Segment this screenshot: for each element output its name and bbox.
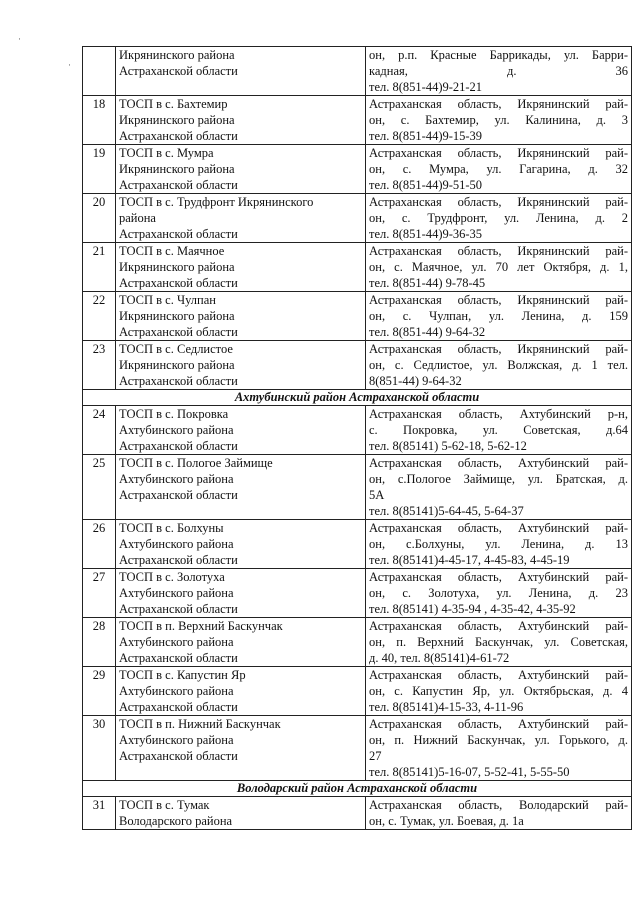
address-line: он, с. Маячное, ул. 70 лет Октября, д. 1, [369,260,628,274]
table-row [83,243,632,292]
row-number: 18 [83,96,116,145]
office-name-line: Ахтубинского района [119,733,234,747]
address-line: 5А [369,488,385,502]
office-name-line: ТОСП в с. Маячное [119,244,225,258]
office-name-line: Икрянинского района [119,260,235,274]
section-header-row [83,781,632,797]
office-name-line: Икрянинского района [119,162,235,176]
office-name-cell [116,243,366,292]
address-line: тел. 8(85141) 4-35-94 , 4-35-42, 4-35-92 [369,602,576,616]
table-row [83,96,632,145]
office-name-cell [116,667,366,716]
address-line: тел. 8(85141) 5-62-18, 5-62-12 [369,439,527,453]
address-cell [366,194,632,243]
office-name-cell [116,618,366,667]
address-line: он, с. Бахтемир, ул. Калинина, д. 3 [369,113,628,127]
address-line: Астраханская область, Икрянинский рай- [369,97,628,111]
office-name-line: Астраханской области [119,553,238,567]
office-name-line: ТОСП в с. Покровка [119,407,229,421]
office-name-line: ТОСП в с. Бахтемир [119,97,228,111]
address-line: Астраханская область, Ахтубинский рай- [369,668,628,682]
row-number: 24 [83,406,116,455]
address-line: Астраханская область, Ахтубинский рай- [369,456,628,470]
address-line: тел. 8(851-44)9-51-50 [369,178,483,192]
table-row [83,667,632,716]
address-line: он, п. Нижний Баскунчак, ул. Горького, д. [369,733,628,747]
row-number: 20 [83,194,116,243]
address-line: он, с. Капустин Яр, ул. Октябрьская, д. 4 [369,684,628,698]
office-name-line: Астраханской области [119,488,238,502]
address-line: он, р.п. Красные Баррикады, ул. Барри- [369,48,628,62]
address-cell [366,797,632,830]
address-line: Астраханская область, Икрянинский рай- [369,146,628,160]
office-name-line: ТОСП в с. Болхуны [119,521,224,535]
row-number: 28 [83,618,116,667]
address-line: он, с. Тумак, ул. Боевая, д. 1а [369,814,524,828]
office-name-line: района [119,211,156,225]
address-line: он, с. Седлистое, ул. Волжская, д. 1 тел. [369,358,628,372]
office-name-line: Астраханской области [119,129,238,143]
office-name-line: Астраханской области [119,227,238,241]
table-row [83,618,632,667]
address-line: он, с.Пологое Займище, ул. Братская, д. [369,472,628,486]
address-line: 27 [369,749,382,763]
row-number: 29 [83,667,116,716]
office-name-cell [116,194,366,243]
address-line: тел. 8(851-44) 9-78-45 [369,276,486,290]
address-line: Астраханская область, Икрянинский рай- [369,244,628,258]
address-cell [366,47,632,96]
office-name-cell [116,520,366,569]
office-name-line: ТОСП в п. Нижний Баскунчак [119,717,281,731]
address-line: Астраханская область, Ахтубинский рай- [369,521,628,535]
office-name-line: Ахтубинского района [119,537,234,551]
address-line: он, п. Верхний Баскунчак, ул. Советская, [369,635,628,649]
address-line: Астраханская область, Икрянинский рай- [369,342,628,356]
address-line: тел. 8(85141)4-45-17, 4-45-83, 4-45-19 [369,553,570,567]
office-name-line: ТОСП в с. Капустин Яр [119,668,246,682]
office-name-line: Астраханской области [119,325,238,339]
office-name-cell [116,96,366,145]
office-name-line: Икрянинского района [119,113,235,127]
address-cell [366,520,632,569]
row-number: 26 [83,520,116,569]
office-name-line: Икрянинского района [119,309,235,323]
office-name-line: ТОСП в п. Верхний Баскунчак [119,619,283,633]
office-name-line: ТОСП в с. Мумра [119,146,214,160]
address-cell [366,145,632,194]
table-row [83,569,632,618]
office-name-cell [116,406,366,455]
address-line: кадная, д. 36 [369,64,628,78]
office-name-line: Астраханской области [119,374,238,388]
table-row [83,47,632,96]
table-row [83,520,632,569]
address-cell [366,618,632,667]
address-cell [366,341,632,390]
section-title: Володарский район Астраханской области [83,781,632,797]
office-name-cell [116,569,366,618]
row-number: 27 [83,569,116,618]
office-name-line: ТОСП в с. Пологое Займище [119,456,273,470]
address-line: д. 40, тел. 8(85141)4-61-72 [369,651,510,665]
address-line: Астраханская область, Володарский рай- [369,798,628,812]
row-number: 30 [83,716,116,781]
section-header-row [83,390,632,406]
office-name-line: ТОСП в с. Золотуха [119,570,225,584]
table-row [83,406,632,455]
table-row [83,797,632,830]
address-line: Астраханская область, Ахтубинский р-н, [369,407,628,421]
address-line: тел. 8(851-44)9-15-39 [369,129,483,143]
row-number: 21 [83,243,116,292]
office-name-line: Ахтубинского района [119,635,234,649]
address-line: тел. 8(85141)5-16-07, 5-52-41, 5-55-50 [369,765,570,779]
office-name-line: ТОСП в с. Трудфронт Икрянинского [119,195,314,209]
address-line: 8(851-44) 9-64-32 [369,374,462,388]
address-line: он, с. Чулпан, ул. Ленина, д. 159 [369,309,628,323]
office-name-line: Икрянинского района [119,358,235,372]
scan-mark-1: · [18,34,21,44]
office-name-line: Володарского района [119,814,233,828]
address-table [82,46,632,830]
address-line: тел. 8(851-44)9-36-35 [369,227,483,241]
address-line: он, с. Мумра, ул. Гагарина, д. 32 [369,162,628,176]
office-name-line: Ахтубинского района [119,586,234,600]
office-name-line: Астраханской области [119,64,238,78]
office-name-cell [116,145,366,194]
address-cell [366,716,632,781]
address-line: тел. 8(85141)4-15-33, 4-11-96 [369,700,524,714]
table-row [83,455,632,520]
office-name-line: Астраханской области [119,651,238,665]
table-row [83,341,632,390]
office-name-line: Астраханской области [119,700,238,714]
row-number: 23 [83,341,116,390]
office-name-cell [116,47,366,96]
office-name-line: Астраханской области [119,276,238,290]
scan-mark-2: · [68,60,71,70]
table-row [83,292,632,341]
address-cell [366,243,632,292]
office-name-cell [116,797,366,830]
table-row [83,194,632,243]
office-name-line: Астраханской области [119,178,238,192]
address-line: Астраханская область, Ахтубинский рай- [369,619,628,633]
row-number: 19 [83,145,116,194]
office-name-line: Икрянинского района [119,48,235,62]
office-name-line: Ахтубинского района [119,423,234,437]
address-line: тел. 8(851-44) 9-64-32 [369,325,486,339]
address-cell [366,292,632,341]
row-number: 22 [83,292,116,341]
office-name-cell [116,292,366,341]
address-line: Астраханская область, Икрянинский рай- [369,293,628,307]
address-cell [366,96,632,145]
office-name-line: Астраханской области [119,749,238,763]
office-name-line: ТОСП в с. Чулпан [119,293,216,307]
address-cell [366,667,632,716]
office-name-line: ТОСП в с. Седлистое [119,342,233,356]
address-line: с. Покровка, ул. Советская, д.64 [369,423,628,437]
office-name-line: ТОСП в с. Тумак [119,798,210,812]
address-line: Астраханская область, Икрянинский рай- [369,195,628,209]
office-name-line: Астраханской области [119,439,238,453]
office-name-cell [116,455,366,520]
address-line: он, с. Трудфронт, ул. Ленина, д. 2 [369,211,628,225]
address-cell [366,406,632,455]
address-line: он, с. Золотуха, ул. Ленина, д. 23 [369,586,628,600]
row-number: 25 [83,455,116,520]
office-name-line: Ахтубинского района [119,684,234,698]
address-line: тел. 8(851-44)9-21-21 [369,80,483,94]
office-name-cell [116,716,366,781]
section-title: Ахтубинский район Астраханской области [83,390,632,406]
table-row [83,145,632,194]
office-name-line: Ахтубинского района [119,472,234,486]
address-cell [366,569,632,618]
row-number: 31 [83,797,116,830]
row-number [83,47,116,96]
address-line: Астраханская область, Ахтубинский рай- [369,570,628,584]
address-cell [366,455,632,520]
address-line: он, с.Болхуны, ул. Ленина, д. 13 [369,537,628,551]
address-line: Астраханская область, Ахтубинский рай- [369,717,628,731]
address-line: тел. 8(85141)5-64-45, 5-64-37 [369,504,524,518]
table-row [83,716,632,781]
office-name-line: Астраханской области [119,602,238,616]
office-name-cell [116,341,366,390]
